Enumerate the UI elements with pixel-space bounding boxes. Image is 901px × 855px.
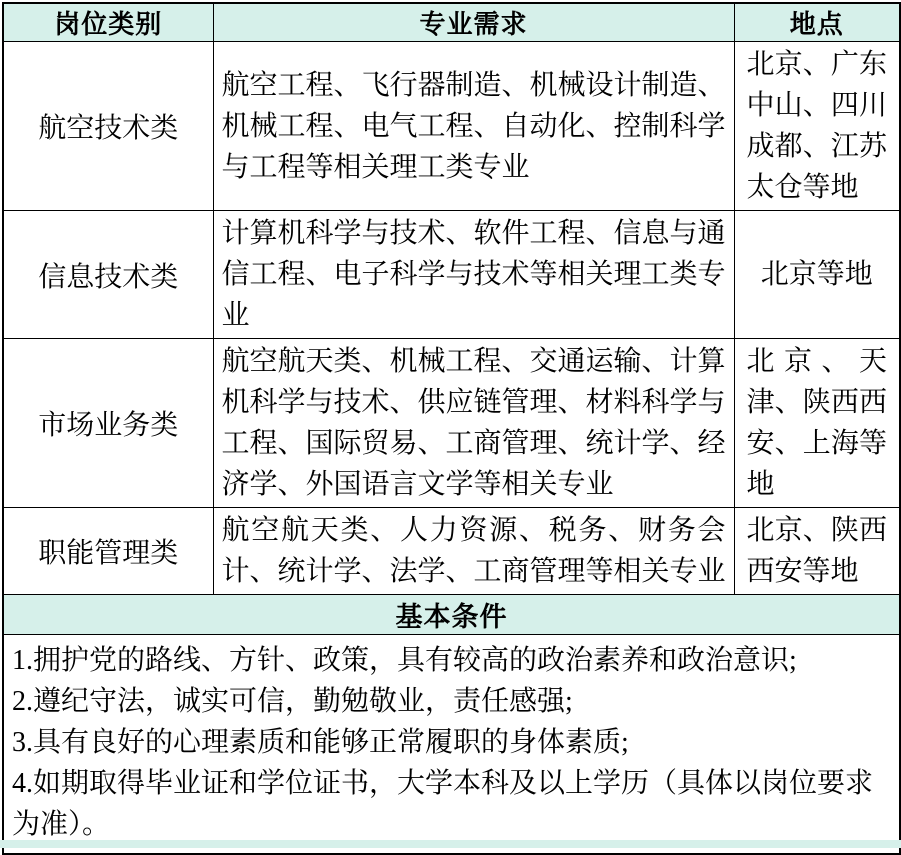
- table-row: [3, 339, 900, 508]
- condition-item: 2.遵纪守法，诚实可信，勤勉敬业，责任感强;: [12, 686, 573, 717]
- location-cell: 北京、天津、陕西西安、上海等地: [734, 339, 900, 508]
- column-header-location: 地点: [734, 3, 900, 42]
- column-header-category: 岗位类别: [3, 3, 213, 42]
- table-row: [3, 42, 900, 211]
- majors-cell: 计算机科学与技术、软件工程、信息与通信工程、电子科学与技术等相关理工类专业: [213, 211, 734, 339]
- table-row: [3, 508, 900, 595]
- section-header-row: [3, 595, 900, 635]
- location-cell: 北京、陕西西安等地: [734, 508, 900, 595]
- majors-cell: 航空航天类、人力资源、税务、财务会计、统计学、法学、工商管理等相关专业: [213, 508, 734, 595]
- section-header: 基本条件: [3, 595, 900, 635]
- header-row: [3, 3, 900, 42]
- category-cell: 市场业务类: [3, 339, 213, 508]
- conditions-cell: [3, 635, 900, 855]
- condition-item: 1.拥护党的路线、方针、政策，具有较高的政治素养和政治意识;: [12, 645, 797, 676]
- category-cell: 信息技术类: [3, 211, 213, 339]
- majors-cell: 航空航天类、机械工程、交通运输、计算机科学与技术、供应链管理、材料科学与工程、国际贸易、工商管理、统计学、经济学、外国语言文学等相关专业: [213, 339, 734, 508]
- recruitment-table: [2, 2, 901, 855]
- column-header-majors: 专业需求: [213, 3, 734, 42]
- category-cell: 航空技术类: [3, 42, 213, 211]
- conditions-row: [3, 635, 900, 855]
- table-row: [3, 211, 900, 339]
- condition-item: 4.如期取得毕业证和学位证书，大学本科及以上学历（具体以岗位要求为准）。: [12, 768, 874, 840]
- location-cell: 北京等地: [734, 211, 900, 339]
- bottom-accent-bar: [0, 840, 901, 848]
- location-cell: 北京、广东中山、四川成都、江苏太仓等地: [734, 42, 900, 211]
- category-cell: 职能管理类: [3, 508, 213, 595]
- majors-cell: 航空工程、飞行器制造、机械设计制造、机械工程、电气工程、自动化、控制科学与工程等相关理工类专业: [213, 42, 734, 211]
- condition-item: 3.具有良好的心理素质和能够正常履职的身体素质;: [12, 727, 629, 758]
